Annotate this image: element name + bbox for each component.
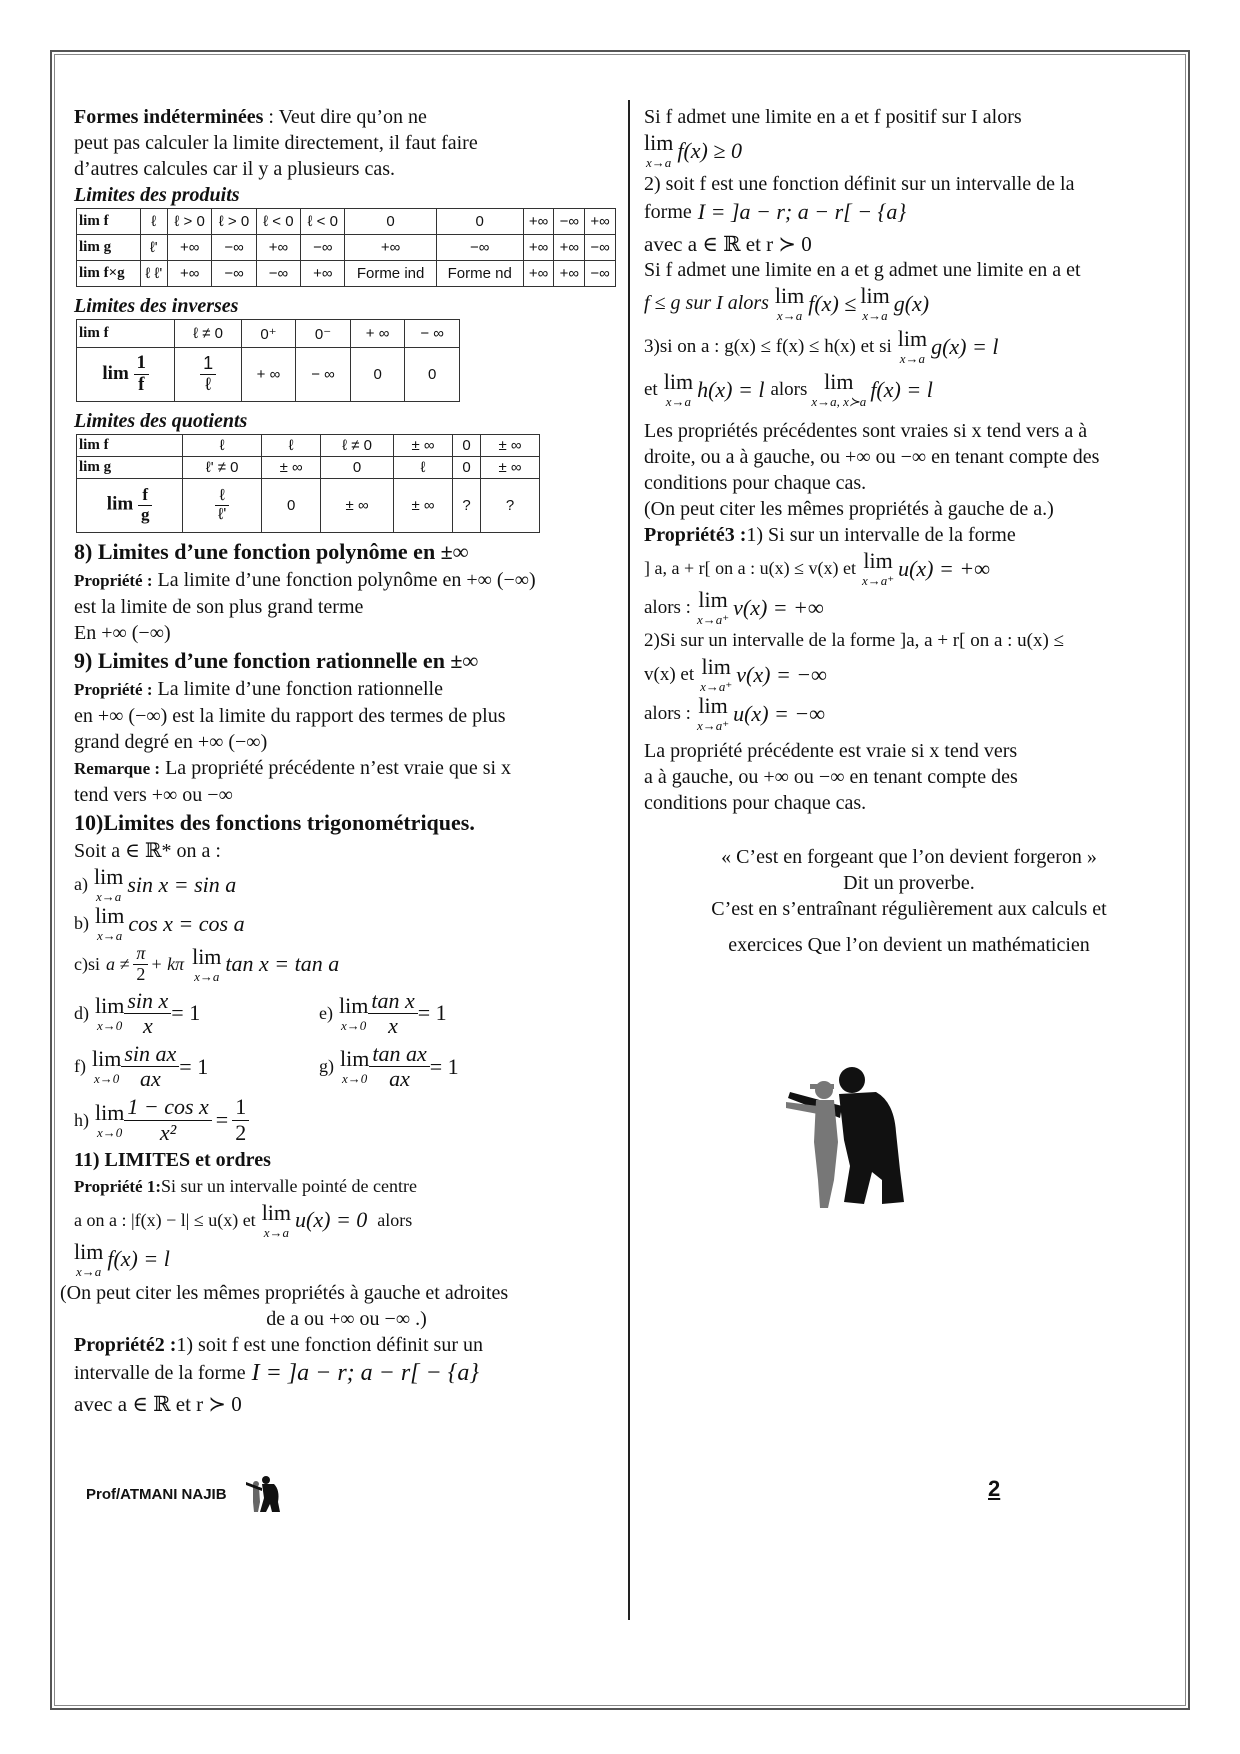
produits-cell: Forme nd (436, 261, 523, 287)
lim-subscript: x→a, x≻a (811, 394, 867, 409)
right-text: Si f admet une limite en a et g admet une limite en a et (644, 259, 1081, 281)
quotients-cell: ? (453, 479, 481, 533)
quotients-cell: ± ∞ (262, 457, 321, 479)
frac-den: g (140, 505, 150, 524)
s11-prop1 (74, 1173, 619, 1200)
quotients-cell: ± ∞ (394, 435, 453, 457)
produits-cell: −∞ (212, 235, 256, 261)
proverb-line: « C’est en forgeant que l’on devient forgeron » (721, 846, 1097, 868)
proverb-line: exercices Que l’on devient un mathématicien (728, 934, 1090, 956)
trig-expr: tan x = tan a (225, 951, 340, 977)
inverses-cell: 0⁺ (241, 320, 296, 348)
lim-word: lim (74, 1238, 104, 1264)
frac-num: 1 (200, 354, 216, 375)
produits-cell: +∞ (554, 261, 585, 287)
frac-den: 2 (136, 963, 146, 984)
frac-num: tan ax (369, 1042, 429, 1067)
right-text: forme (644, 200, 692, 223)
lim-subscript: x→a (96, 889, 122, 904)
quotients-cell: ? (480, 479, 539, 533)
lim-word: lim (93, 864, 124, 889)
math-expr: f(x) = l (107, 1246, 170, 1272)
produits-cell: −∞ (554, 209, 585, 235)
produits-cell: −∞ (256, 261, 300, 287)
quotients-cell: ℓ (262, 435, 321, 457)
right-text: conditions pour chaque cas. (644, 792, 867, 814)
section-9-remark (74, 755, 619, 782)
produits-cell: ℓ' (140, 235, 167, 261)
right-forme (644, 199, 1174, 225)
inverses-title: Limites des inverses (74, 295, 239, 317)
lim-word: lim (663, 369, 694, 394)
inverses-table (76, 319, 460, 402)
lim-subscript: x→a (899, 351, 926, 366)
lim-word: lim (774, 283, 805, 308)
math-expr: f(x) = l (870, 376, 933, 402)
trig-f (74, 1042, 319, 1091)
trig-c (74, 944, 619, 985)
trig-g (319, 1042, 459, 1091)
right-text: conditions pour chaque cas. (644, 472, 867, 494)
produits-cell: Forme ind (345, 261, 436, 287)
quotients-row-label: lim f (77, 435, 183, 457)
produits-cell: +∞ (523, 209, 554, 235)
fi-text-2: peut pas calculer la limite directement, il faut faire (74, 132, 478, 154)
quotients-cell: ℓ' ≠ 0 (183, 457, 262, 479)
item-label: a) (74, 874, 88, 894)
equals-one: = 1 (171, 1000, 201, 1026)
frac-num: tan x (368, 989, 417, 1014)
lim-subscript: x→a⁺ (696, 612, 730, 627)
produits-cell: +∞ (301, 261, 345, 287)
produits-cell: −∞ (585, 261, 616, 287)
math-expr: f(x) ≤ (808, 290, 857, 316)
math-expr: g(x) (893, 290, 930, 316)
page-number: 2 (988, 1476, 1001, 1501)
footer-logo-icon (244, 1474, 284, 1514)
produits-cell: −∞ (301, 235, 345, 261)
right-text: et (644, 378, 658, 400)
quotients-cell: 0 (453, 435, 481, 457)
fi-intro (74, 104, 619, 130)
inverses-label-cell (77, 348, 175, 402)
produits-cell: −∞ (585, 235, 616, 261)
lim-word: lim (824, 369, 854, 394)
math-expr: I = ]a − r; a − r[ − {a} (697, 199, 907, 224)
item-label: c)si (74, 953, 100, 974)
quotients-title: Limites des quotients (74, 410, 248, 432)
right-text: avec a ∈ ℝ et r ≻ 0 (644, 232, 812, 256)
section-8-title: 8) Limites d’une fonction polynôme en ±∞ (74, 539, 469, 564)
section-9-line: en +∞ (−∞) est la limite du rapport des termes de plus (74, 705, 506, 727)
right-text: La propriété précédente est vraie si x tend vers (644, 740, 1018, 762)
prop-text: intervalle de la forme (74, 1361, 246, 1384)
frac-num: π (133, 944, 148, 965)
section-9-prop (74, 676, 619, 703)
quotients-row-fg (77, 479, 540, 533)
lim-subscript: x→0 (94, 1071, 120, 1087)
section-9-line: tend vers +∞ ou −∞ (74, 784, 233, 806)
math-expr: u(x) = +∞ (898, 555, 990, 581)
math-expr: u(x) = −∞ (733, 700, 825, 726)
frac-den: ax (389, 1066, 410, 1092)
produits-cell: +∞ (167, 235, 211, 261)
trig-fg-row (74, 1040, 619, 1093)
quotients-table (76, 434, 540, 533)
lim-subscript: x→a (646, 155, 672, 170)
lim-subscript: x→a⁺ (861, 573, 895, 588)
frac-num: 1 (232, 1095, 249, 1120)
produits-cell: +∞ (585, 209, 616, 235)
prop-label: Propriété2 : (74, 1333, 177, 1356)
frac-num: 1 − cos x (124, 1095, 211, 1120)
section-8-prop (74, 567, 619, 594)
prop-text: Si sur un intervalle pointé de centre (161, 1175, 417, 1196)
lim-word: lim (338, 992, 369, 1018)
cond-text: a ≠ (106, 953, 130, 974)
produits-cell: ℓ (140, 209, 167, 235)
math-expr: v(x) = −∞ (736, 661, 827, 687)
equals-one: = 1 (417, 1000, 447, 1026)
equals-one: = 1 (179, 1053, 209, 1079)
lim-subscript: x→0 (341, 1017, 367, 1033)
s11-note: de a ou +∞ ou −∞ .) (266, 1307, 427, 1330)
column-divider (628, 100, 630, 1620)
inverses-head-row (77, 320, 460, 348)
produits-row-label: lim g (77, 235, 141, 261)
math-expr: I = ]a − r; a − r[ − {a} (251, 1359, 479, 1386)
produits-row-label: lim f×g (77, 261, 141, 287)
produits-cell: 0 (345, 209, 436, 235)
lim-subscript: x→a (862, 308, 888, 323)
teacher-child-illustration (784, 1062, 914, 1212)
math-expr: u(x) = 0 (295, 1207, 368, 1233)
lim-word: lim (860, 283, 890, 308)
lim-subscript: x→a (76, 1263, 102, 1279)
quotients-row-label: lim g (77, 457, 183, 479)
right-fg-ineq (644, 285, 1174, 322)
lim-subscript: x→a (263, 1224, 289, 1240)
produits-cell: ℓ < 0 (301, 209, 345, 235)
right-text: alors : (644, 596, 691, 618)
frac-num: f (138, 486, 153, 506)
inverses-cell: − ∞ (296, 348, 351, 402)
remark-label: Remarque : (74, 759, 161, 778)
trig-e (319, 989, 447, 1038)
prop-text: 1) Si sur un intervalle de la forme (746, 524, 1016, 546)
trig-de-row (74, 987, 619, 1040)
frac-den: f (138, 374, 145, 395)
quotients-cell: ℓ ≠ 0 (321, 435, 394, 457)
item-label: f) (74, 1056, 86, 1077)
lim-word: lim (261, 1199, 292, 1225)
item-label: h) (74, 1109, 89, 1130)
remark-text: La propriété précédente n’est vraie que si x (160, 757, 512, 779)
lim-word: lim (863, 548, 893, 573)
section-8-line: est la limite de son plus grand terme (74, 596, 364, 618)
lim-word: lim (92, 1046, 122, 1072)
right-text: droite, ou a à gauche, ou +∞ ou −∞ en tenant compte des (644, 446, 1100, 468)
right-squeeze-2 (644, 371, 1174, 408)
quotients-cell: ± ∞ (480, 435, 539, 457)
lim-word: lim (95, 903, 125, 928)
lim-subscript: x→a (776, 308, 803, 323)
left-column (60, 104, 619, 1417)
frac-num: ℓ (215, 487, 229, 506)
math-expr: v(x) = +∞ (733, 594, 824, 620)
inverses-cell: 0⁻ (296, 320, 351, 348)
quotients-cell: ℓ (394, 457, 453, 479)
inverses-cell: 0 (350, 348, 405, 402)
inverses-first-cell (175, 348, 241, 402)
math-expr: f(x) ≥ 0 (677, 137, 742, 163)
lim-subscript: x→0 (342, 1071, 368, 1087)
right-text: f ≤ g sur I alors (644, 292, 769, 314)
produits-title: Limites des produits (74, 184, 240, 206)
inverses-row-label: lim f (77, 320, 175, 348)
right-squeeze-1 (644, 328, 1174, 365)
prop-text: La limite d’une fonction rationnelle (152, 678, 443, 700)
produits-cell: ℓ ℓ' (140, 261, 167, 287)
trig-d (74, 989, 319, 1038)
s11-prop1-line3 (74, 1238, 619, 1279)
prop-label: Propriété : (74, 571, 153, 590)
lim-subscript: x→a⁺ (700, 679, 733, 694)
prop3-heading (644, 522, 1174, 548)
lim-word: lim (698, 587, 728, 612)
frac-num: sin ax (121, 1042, 179, 1067)
lim-word: lim (192, 943, 222, 969)
prop-label: Propriété 1: (74, 1176, 162, 1196)
produits-row-fg (77, 261, 616, 287)
lim-word: lim (701, 654, 731, 679)
right-text: 2)Si sur un intervalle de la forme ]a, a + r[ on a : u(x) ≤ (644, 630, 1065, 651)
frac-num: sin x (124, 989, 171, 1014)
produits-cell: +∞ (167, 261, 211, 287)
produits-cell: 0 (436, 209, 523, 235)
inverses-cell: − ∞ (405, 320, 460, 348)
s11-prop2 (74, 1332, 619, 1358)
prop-text: a on a : |f(x) − l| ≤ u(x) et (74, 1209, 256, 1230)
quotients-cell: ± ∞ (480, 457, 539, 479)
s11-prop2-line2 (74, 1360, 619, 1387)
s11-prop2-line3: avec a ∈ ℝ et r ≻ 0 (74, 1391, 242, 1416)
item-label: g) (319, 1056, 334, 1077)
fi-text-3: d’autres calcules car il y a plusieurs cas. (74, 158, 395, 180)
lim-word: lim (897, 326, 928, 351)
inverses-cell: + ∞ (350, 320, 405, 348)
produits-cell: +∞ (554, 235, 585, 261)
produits-cell: +∞ (523, 261, 554, 287)
lim-subscript: x→a⁺ (696, 718, 730, 733)
footer-author: Prof/ATMANI NAJIB (86, 1486, 227, 1503)
frac-num: 1 (134, 353, 150, 375)
lim-subscript: x→a (194, 968, 220, 984)
prop3-line6 (644, 695, 1174, 732)
prop-text: 1) soit f est une fonction définit sur un (176, 1333, 483, 1356)
produits-cell: +∞ (345, 235, 436, 261)
frac-den: x² (159, 1119, 177, 1145)
inverses-cell: + ∞ (241, 348, 296, 402)
trig-a (74, 866, 619, 903)
inverses-cell: ℓ ≠ 0 (175, 320, 241, 348)
produits-cell: ℓ > 0 (167, 209, 211, 235)
fi-text: : Veut dire qu’on ne (263, 106, 427, 128)
produits-row-g (77, 235, 616, 261)
right-text: 2) soit f est une fonction définit sur un intervalle de la (644, 173, 1075, 195)
lim-word: lim (95, 1099, 125, 1125)
right-text: a à gauche, ou +∞ ou −∞ en tenant compte des (644, 766, 1018, 788)
proverb (644, 844, 1174, 958)
produits-cell: ℓ < 0 (256, 209, 300, 235)
s11-prop1-line2 (74, 1199, 619, 1240)
quotients-row-g (77, 457, 540, 479)
proverb-line: Dit un proverbe. (843, 872, 975, 894)
cond-text: + kπ (150, 953, 185, 974)
proverb-line: C’est en s’entraînant régulièrement aux calculs et (711, 898, 1107, 920)
produits-cell: −∞ (436, 235, 523, 261)
produits-cell: −∞ (212, 261, 256, 287)
prop-label: Propriété : (74, 680, 153, 699)
prop3-line2 (644, 550, 1174, 587)
lim-subscript: x→0 (97, 1017, 123, 1033)
lim-word: lim (644, 130, 674, 155)
frac-den: ax (139, 1066, 161, 1092)
trig-h (74, 1095, 619, 1144)
quotients-cell: ± ∞ (394, 479, 453, 533)
s11-note: (On peut citer les mêmes propriétés à gauche et adroites (60, 1281, 509, 1304)
prop3-line5 (644, 656, 1174, 693)
math-expr: h(x) = l (697, 376, 765, 402)
produits-cell: ℓ > 0 (212, 209, 256, 235)
right-expr-1 (644, 132, 1174, 169)
lim-subscript: x→a (665, 394, 692, 409)
frac-den: x (388, 1012, 398, 1038)
quotients-cell: ℓ (183, 435, 262, 457)
produits-cell: +∞ (256, 235, 300, 261)
right-text: Les propriétés précédentes sont vraies si x tend vers a à (644, 420, 1088, 442)
inverses-value-row (77, 348, 460, 402)
quotients-cell: 0 (262, 479, 321, 533)
lim-word: lim (102, 362, 129, 384)
frac-den: 2 (235, 1119, 247, 1145)
lim-subscript: x→0 (97, 1124, 123, 1140)
produits-cell: +∞ (523, 235, 554, 261)
quotients-row-f (77, 435, 540, 457)
quotients-cell: 0 (321, 457, 394, 479)
equals-sign: = (215, 1107, 229, 1133)
inverses-cell: 0 (405, 348, 460, 402)
produits-row-f (77, 209, 616, 235)
section-10-title: 10)Limites des fonctions trigonométriques. (74, 810, 475, 835)
item-label: d) (74, 1002, 89, 1023)
lim-subscript: x→a (97, 928, 123, 943)
lim-word: lim (95, 992, 125, 1018)
prop-text: La limite d’une fonction polynôme en +∞ (−∞) (152, 569, 536, 591)
right-text: ] a, a + r[ on a : u(x) ≤ v(x) et (644, 558, 856, 578)
prop-label: Propriété3 : (644, 524, 747, 546)
trig-expr: sin x = sin a (127, 871, 237, 897)
quotients-cell: ± ∞ (321, 479, 394, 533)
produits-row-label: lim f (77, 209, 141, 235)
lim-word: lim (340, 1046, 370, 1072)
frac-den: ℓ (205, 374, 211, 394)
produits-table (76, 208, 616, 287)
item-label: b) (74, 913, 89, 933)
frac-den: ℓ' (218, 506, 227, 523)
prop3-line3 (644, 589, 1174, 626)
section-11-title: 11) LIMITES et ordres (74, 1148, 271, 1171)
fi-title: Formes indéterminées (74, 106, 264, 128)
section-10-intro: Soit a ∈ ℝ* on a : (74, 840, 221, 862)
right-text: alors : (644, 702, 691, 724)
lim-word: lim (698, 693, 728, 718)
equals-one: = 1 (429, 1053, 459, 1079)
prop-text: alors (377, 1209, 413, 1230)
quotients-first-cell (183, 479, 262, 533)
right-column (644, 104, 1174, 958)
right-text: v(x) et (644, 663, 695, 685)
trig-expr: cos x = cos a (128, 910, 245, 936)
math-expr: g(x) = l (931, 333, 999, 359)
section-8-line: En +∞ (−∞) (74, 622, 171, 644)
right-text: alors (770, 378, 808, 400)
right-text: 3)si on a : g(x) ≤ f(x) ≤ h(x) et si (644, 335, 892, 357)
frac-den: x (142, 1012, 153, 1038)
right-text: Si f admet une limite en a et f positif sur I alors (644, 106, 1022, 128)
quotients-label-cell (77, 479, 183, 533)
item-label: e) (319, 1002, 333, 1023)
lim-word: lim (106, 493, 134, 515)
section-9-title: 9) Limites d’une fonction rationnelle en ±∞ (74, 648, 479, 673)
right-text: (On peut citer les mêmes propriétés à gauche de a.) (644, 498, 1054, 520)
trig-b (74, 905, 619, 942)
section-9-line: grand degré en +∞ (−∞) (74, 731, 268, 753)
quotients-cell: 0 (453, 457, 481, 479)
